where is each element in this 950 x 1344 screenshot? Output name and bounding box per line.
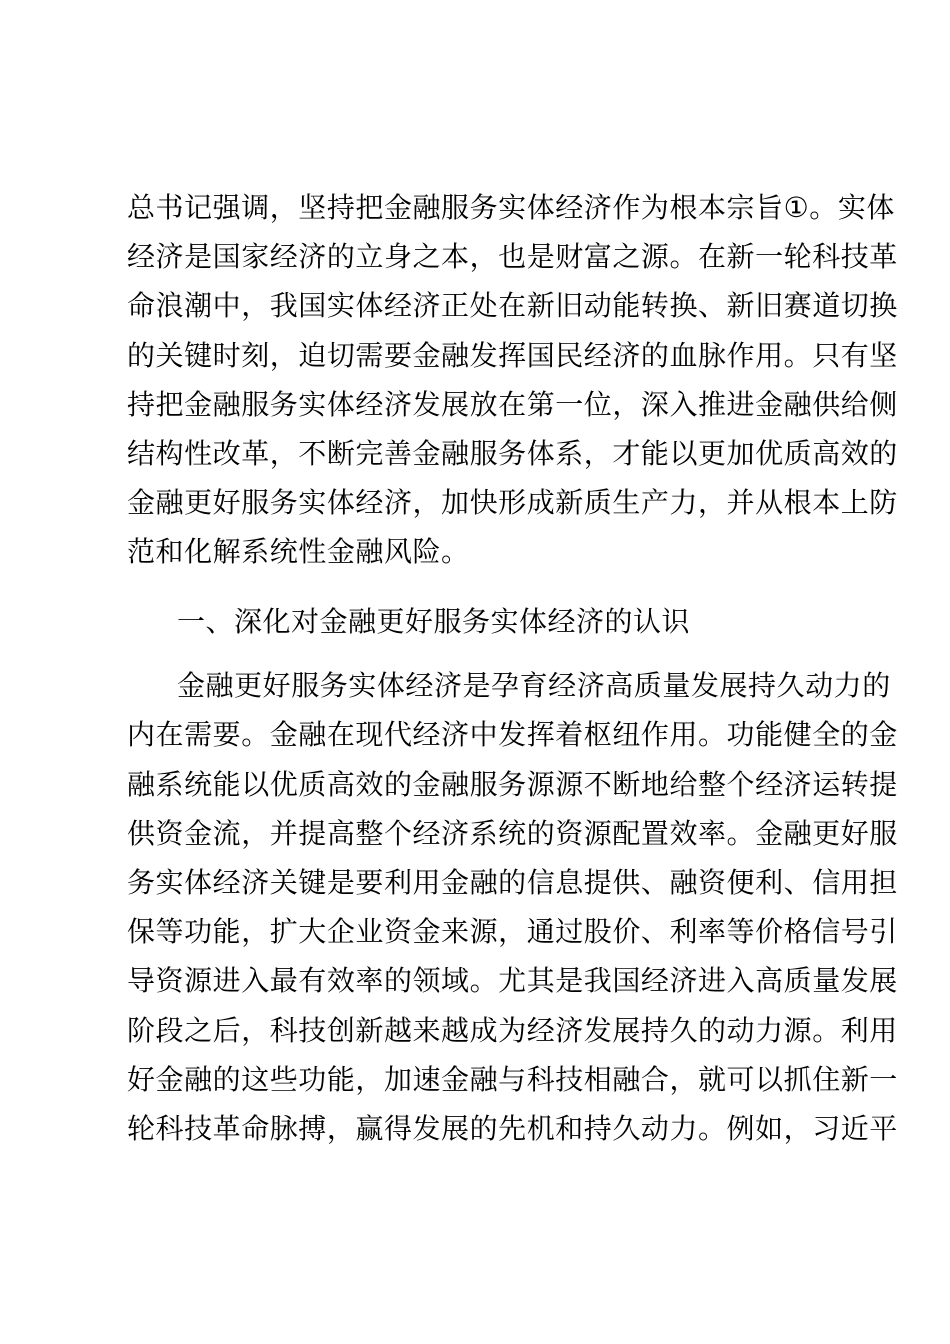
text-line: 持把金融服务实体经济发展放在第一位，深入推进金融供给侧 [127, 388, 898, 421]
text-line: 金融更好服务实体经济，加快形成新质生产力，并从根本上防 [127, 486, 898, 519]
text-line: 经济是国家经济的立身之本，也是财富之源。在新一轮科技革 [127, 240, 898, 273]
text-line: 融系统能以优质高效的金融服务源源不断地给整个经济运转提 [127, 768, 898, 801]
text-line: 轮科技革命脉搏，赢得发展的先机和持久动力。例如，习近平 [127, 1112, 898, 1145]
text-line: 结构性改革，不断完善金融服务体系，才能以更加优质高效的 [127, 437, 898, 470]
text-line: 的关键时刻，迫切需要金融发挥国民经济的血脉作用。只有坚 [127, 339, 898, 372]
text-line: 范和化解系统性金融风险。 [127, 535, 470, 568]
text-line: 供资金流，并提高整个经济系统的资源配置效率。金融更好服 [127, 817, 898, 850]
text-line: 内在需要。金融在现代经济中发挥着枢纽作用。功能健全的金 [127, 718, 898, 751]
text-line: 导资源进入最有效率的领域。尤其是我国经济进入高质量发展 [127, 964, 898, 997]
text-line: 好金融的这些功能，加速金融与科技相融合，就可以抓住新一 [127, 1063, 898, 1096]
text-line: 总书记强调，坚持把金融服务实体经济作为根本宗旨①。实体 [127, 191, 895, 224]
text-line: 保等功能，扩大企业资金来源，通过股价、利率等价格信号引 [127, 915, 898, 948]
text-line: 阶段之后，科技创新越来越成为经济发展持久的动力源。利用 [127, 1014, 898, 1047]
text-line: 命浪潮中，我国实体经济正处在新旧动能转换、新旧赛道切换 [127, 289, 898, 322]
text-line: 务实体经济关键是要利用金融的信息提供、融资便利、信用担 [127, 866, 898, 899]
text-line: 金融更好服务实体经济是孕育经济高质量发展持久动力的 [177, 669, 891, 702]
section-heading: 一、深化对金融更好服务实体经济的认识 [177, 605, 691, 638]
